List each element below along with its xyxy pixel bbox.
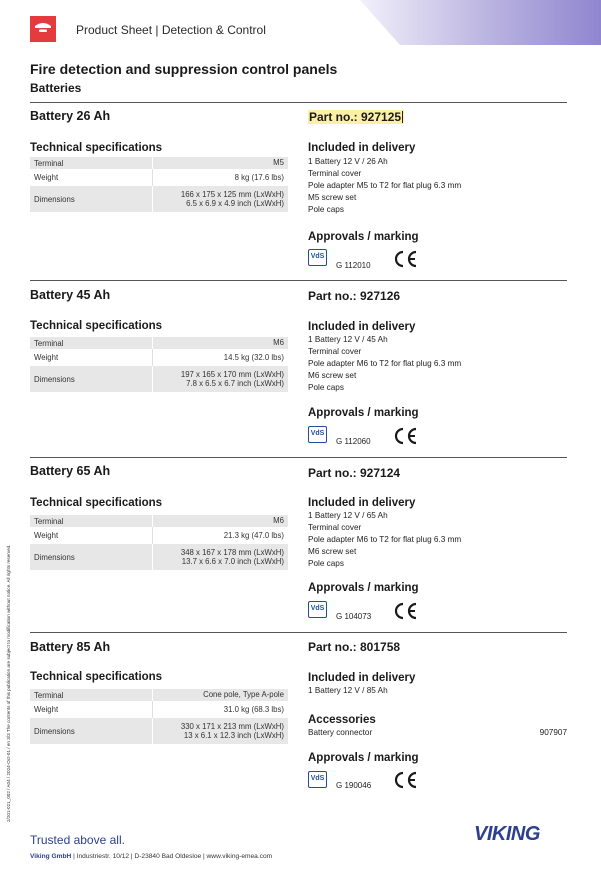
viking-logo bbox=[474, 820, 566, 846]
approvals-heading: Approvals / marking bbox=[308, 752, 419, 764]
approvals-heading: Approvals / marking bbox=[308, 407, 419, 419]
spec-table bbox=[30, 515, 288, 570]
approvals-heading: Approvals / marking bbox=[308, 582, 419, 594]
tech-specs-heading: Technical specifications bbox=[30, 142, 163, 154]
ce-mark-icon bbox=[393, 427, 419, 445]
list-item: M5 screw set bbox=[308, 193, 357, 202]
section-divider bbox=[30, 457, 567, 458]
part-number[interactable]: Part no.: 927124 bbox=[308, 466, 401, 480]
detector-logo-icon bbox=[30, 16, 56, 42]
list-item: Pole caps bbox=[308, 383, 344, 392]
table-row: Terminal M5 bbox=[30, 157, 288, 169]
list-item: Terminal cover bbox=[308, 169, 362, 178]
list-item: Pole caps bbox=[308, 559, 344, 568]
delivery-heading: Included in delivery bbox=[308, 672, 416, 684]
section-divider bbox=[30, 632, 567, 633]
list-item: M6 screw set bbox=[308, 547, 357, 556]
footer-address: Viking GmbH | Industriestr. 10/12 | D-23840 Bad Oldesloe | www.viking-emea.com bbox=[30, 853, 273, 860]
section-title: Battery 45 Ah bbox=[30, 288, 111, 302]
page-header bbox=[0, 0, 601, 45]
list-item: Terminal cover bbox=[308, 347, 362, 356]
section-title: Battery 65 Ah bbox=[30, 464, 111, 478]
list-item: 1 Battery 12 V / 65 Ah bbox=[308, 511, 388, 520]
vds-mark-icon: VdS bbox=[308, 601, 327, 618]
part-number[interactable]: Part no.: 801758 bbox=[308, 640, 401, 654]
vds-mark-icon: VdS bbox=[308, 771, 327, 788]
part-number[interactable]: Part no.: 927125 bbox=[308, 110, 404, 124]
delivery-heading: Included in delivery bbox=[308, 142, 416, 154]
accessory-number: 907907 bbox=[539, 728, 567, 737]
list-item: Pole caps bbox=[308, 205, 344, 214]
section-title: Battery 85 Ah bbox=[30, 640, 111, 654]
table-row: Weight 21.3 kg (47.0 lbs) bbox=[30, 527, 288, 544]
table-row: Terminal M6 bbox=[30, 337, 288, 349]
list-item: 1 Battery 12 V / 26 Ah bbox=[308, 157, 388, 166]
side-legal-note: 2/201-021_002 / A04 / 2024-Oct-01 / en 3/3 The contents of this publication are subject to modification without notice. All rights reserved. bbox=[6, 544, 11, 822]
list-item: 1 Battery 12 V / 45 Ah bbox=[308, 335, 388, 344]
accessories-heading: Accessories bbox=[308, 714, 376, 726]
section-title: Battery 26 Ah bbox=[30, 109, 111, 123]
header-gradient bbox=[360, 0, 601, 45]
table-row: Terminal Cone pole, Type A-pole bbox=[30, 689, 288, 701]
delivery-list bbox=[308, 156, 461, 216]
tech-specs-heading: Technical specifications bbox=[30, 497, 163, 509]
table-row: Dimensions 330 x 171 x 213 mm (LxWxH) 13 x 6.1 x 12.3 inch (LxWxH) bbox=[30, 718, 288, 744]
section-divider bbox=[30, 102, 567, 103]
footer-tagline: Trusted above all. bbox=[30, 833, 125, 847]
ce-mark-icon bbox=[393, 602, 419, 620]
svg-text:VIKING: VIKING bbox=[474, 823, 540, 845]
spec-table bbox=[30, 337, 288, 392]
text-cursor bbox=[402, 111, 403, 123]
ce-mark-icon bbox=[393, 771, 419, 789]
spec-table bbox=[30, 689, 288, 744]
spec-table bbox=[30, 157, 288, 212]
certificate-number: G 112060 bbox=[336, 437, 371, 446]
delivery-list bbox=[308, 334, 461, 394]
list-item: Terminal cover bbox=[308, 523, 362, 532]
table-row: Dimensions 197 x 165 x 170 mm (LxWxH) 7.8 x 6.5 x 6.7 inch (LxWxH) bbox=[30, 366, 288, 392]
list-item: Pole adapter M6 to T2 for flat plug 6.3 mm bbox=[308, 535, 462, 544]
vds-mark-icon: VdS bbox=[308, 426, 327, 443]
certificate-number: G 104073 bbox=[336, 612, 372, 621]
tech-specs-heading: Technical specifications bbox=[30, 671, 163, 683]
list-item: 1 Battery 12 V / 85 Ah bbox=[308, 686, 388, 695]
document-subtitle: Batteries bbox=[30, 81, 82, 95]
header-title: Product Sheet | Detection & Control bbox=[76, 23, 266, 37]
vds-mark-icon: VdS bbox=[308, 249, 327, 266]
accessory-name: Battery connector bbox=[308, 728, 373, 737]
part-number[interactable]: Part no.: 927126 bbox=[308, 289, 401, 303]
certificate-number: G 112010 bbox=[336, 261, 371, 270]
table-row: Weight 14.5 kg (32.0 lbs) bbox=[30, 349, 288, 366]
accessory-row bbox=[308, 728, 567, 737]
delivery-list bbox=[308, 510, 461, 570]
delivery-heading: Included in delivery bbox=[308, 321, 416, 333]
document-title: Fire detection and suppression control panels bbox=[30, 61, 338, 77]
certificate-number: G 190046 bbox=[336, 781, 372, 790]
approvals-heading: Approvals / marking bbox=[308, 231, 419, 243]
tech-specs-heading: Technical specifications bbox=[30, 320, 163, 332]
table-row: Terminal M6 bbox=[30, 515, 288, 527]
table-row: Dimensions 348 x 167 x 178 mm (LxWxH) 13.7 x 6.6 x 7.0 inch (LxWxH) bbox=[30, 544, 288, 570]
list-item: Pole adapter M6 to T2 for flat plug 6.3 mm bbox=[308, 359, 462, 368]
delivery-heading: Included in delivery bbox=[308, 497, 416, 509]
table-row: Weight 31.0 kg (68.3 lbs) bbox=[30, 701, 288, 718]
list-item: Pole adapter M5 to T2 for flat plug 6.3 mm bbox=[308, 181, 462, 190]
delivery-list bbox=[308, 685, 388, 697]
table-row: Dimensions 166 x 175 x 125 mm (LxWxH) 6.5 x 6.9 x 4.9 inch (LxWxH) bbox=[30, 186, 288, 212]
ce-mark-icon bbox=[393, 250, 419, 268]
section-divider bbox=[30, 280, 567, 281]
table-row: Weight 8 kg (17.6 lbs) bbox=[30, 169, 288, 186]
list-item: M6 screw set bbox=[308, 371, 357, 380]
